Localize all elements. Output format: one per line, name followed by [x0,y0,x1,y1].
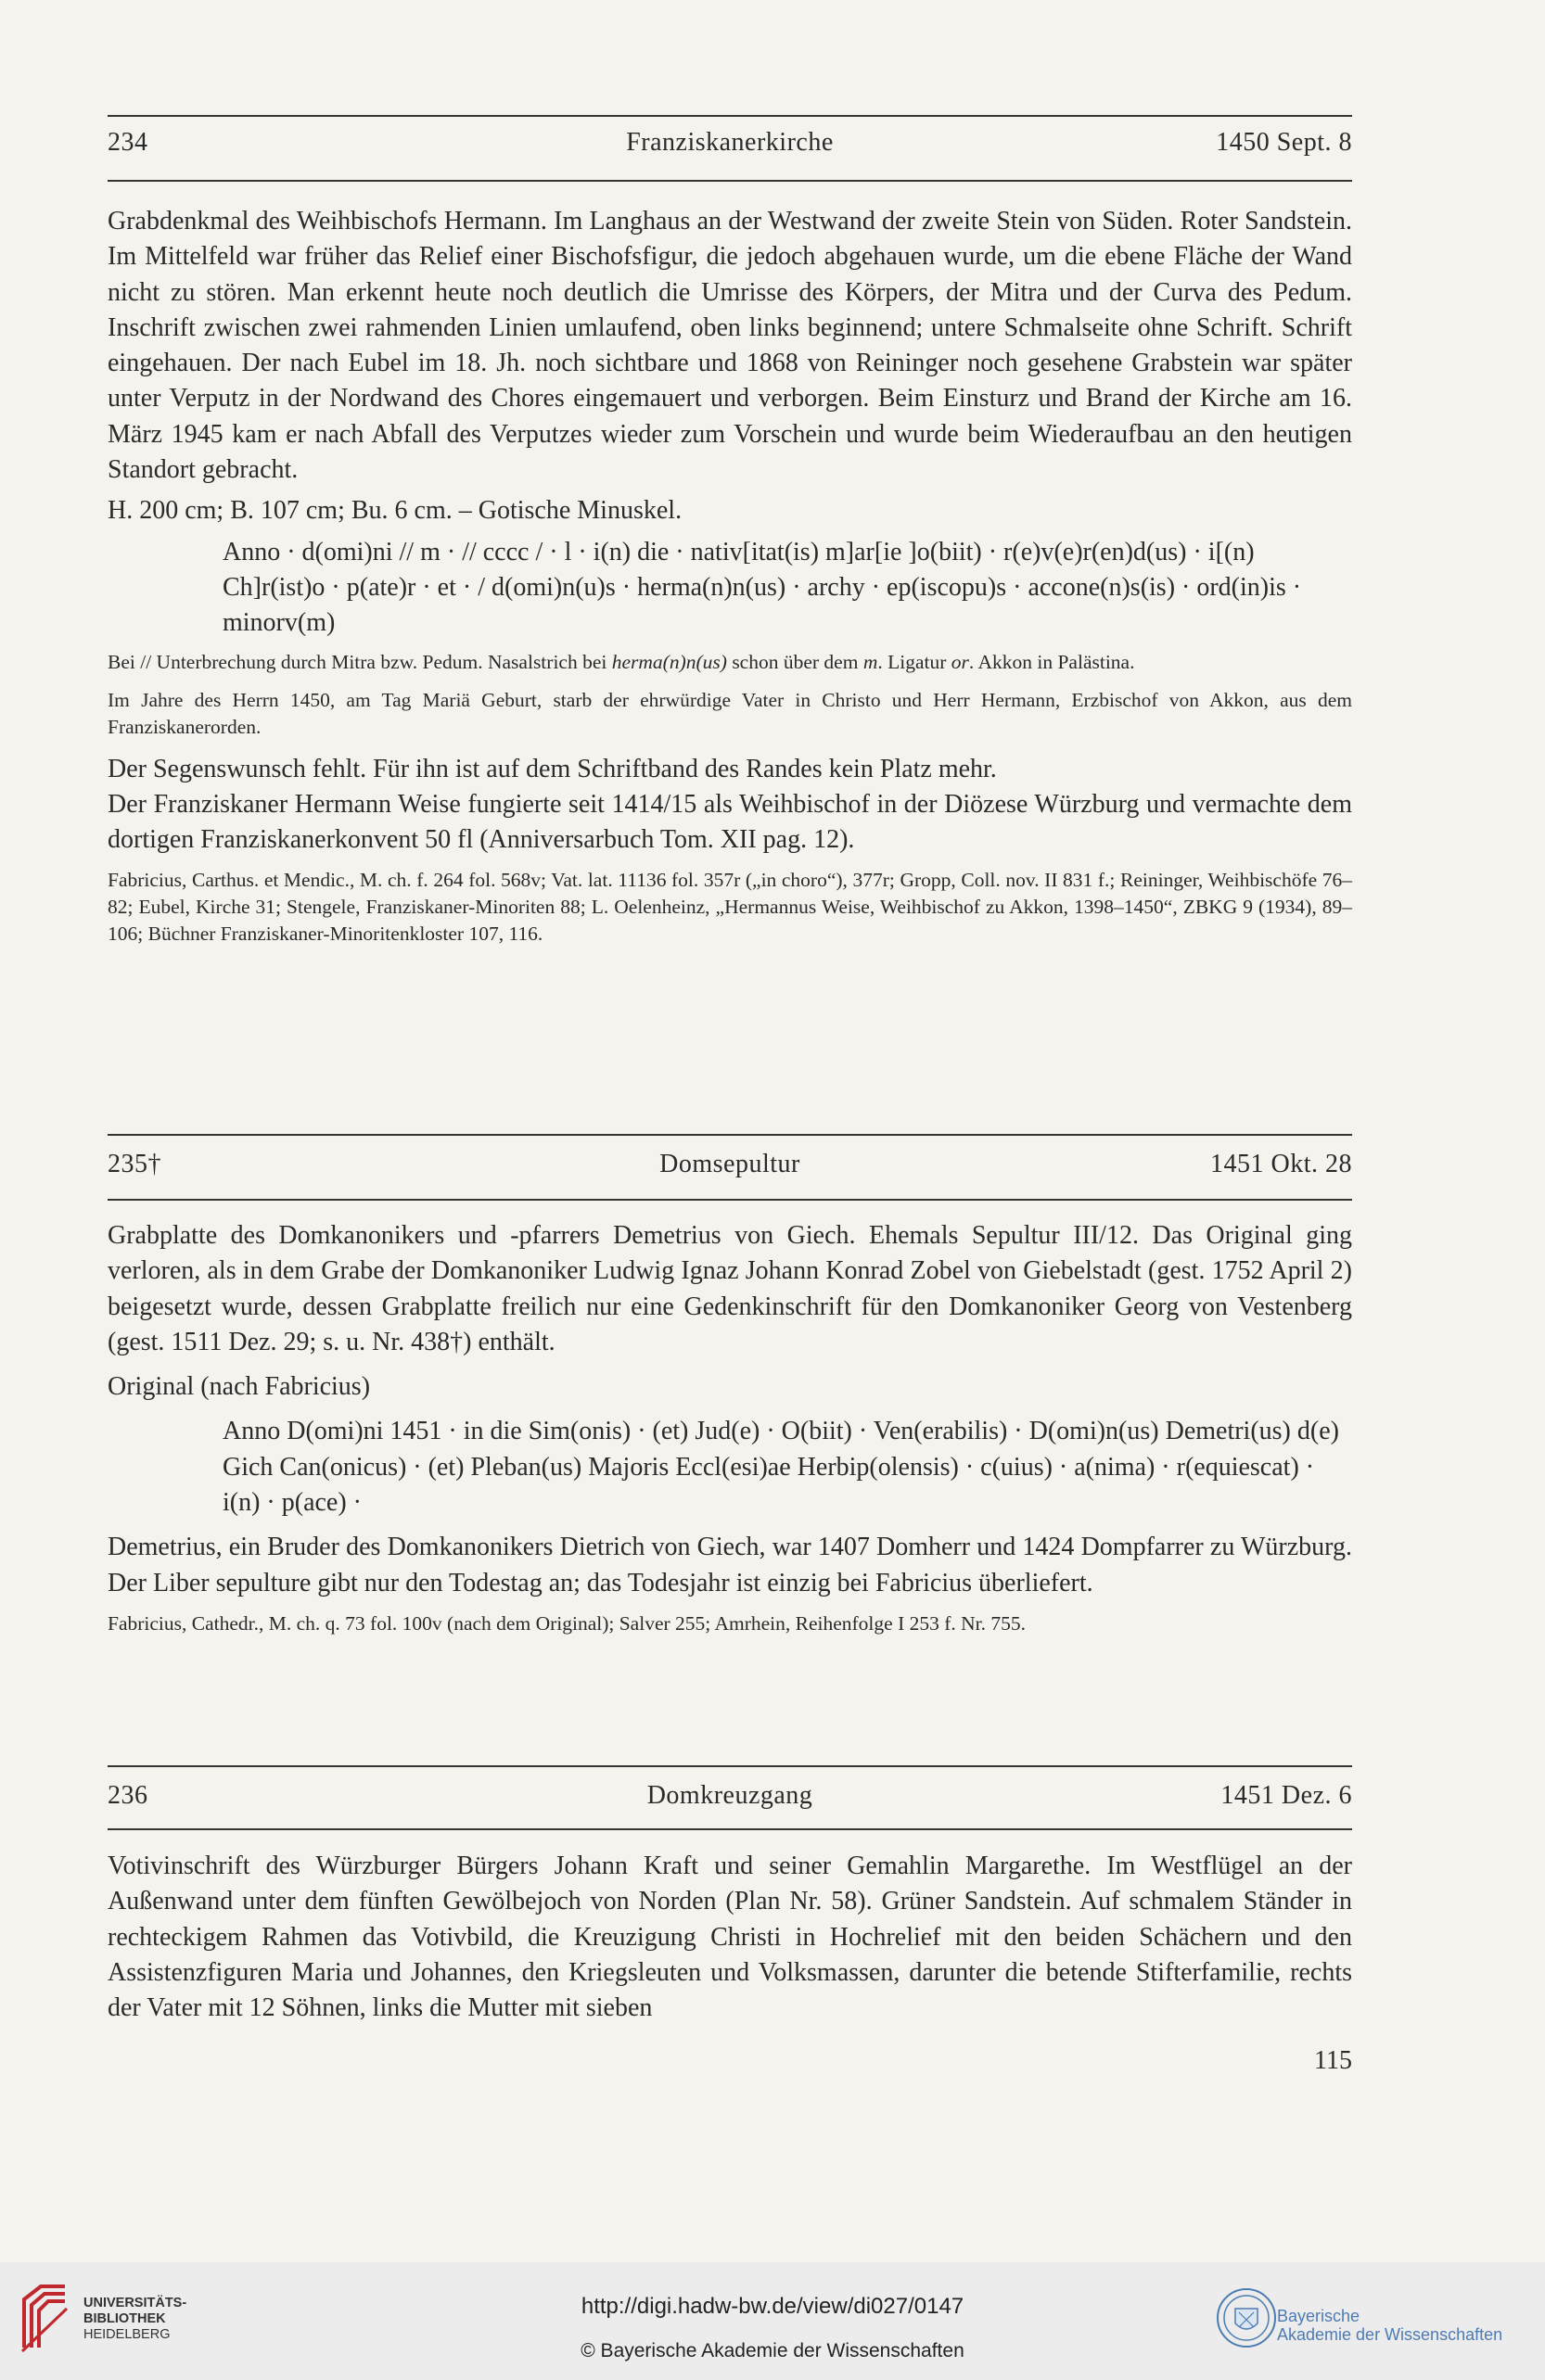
entry-235-references: Fabricius, Cathedr., M. ch. q. 73 fol. 100v (nach dem Original); Salver 255; Amrhein, Reihenfolge I 253 f. Nr. 755. [108,1611,1027,1635]
entry-236-rule-bottom [108,1828,1352,1830]
entry-236 [108,1849,1352,2026]
entry-235-number: 235† [108,1150,161,1178]
entry-236-date: 1451 Dez. 6 [1220,1781,1352,1810]
permalink-url[interactable]: http://digi.hadw-bw.de/view/di027/0147 [581,2294,964,2319]
page-header-date: 1450 Sept. 8 [1216,128,1352,157]
entry-234-references: Fabricius, Carthus. et Mendic., M. ch. f. 264 fol. 568v; Vat. lat. 11136 fol. 357r („in choro“), 377r; Gropp, Coll. nov. II 831 f.; Reininger, Weihbischöfe 76–82; Eubel, Kirche 31; Stengele, Franziskaner-Minoriten 88; L. Oelenheinz, „Hermannus Weise, Weihbischof zu Akkon, 1398–1450“, ZBKG 9 (1934), 89–106; Büchner Franziskaner-Minoritenkloster 107, 116. [108,869,1352,946]
page-header-number: 234 [108,128,148,157]
page-header-title: Franziskanerkirche [626,128,834,157]
entry-234-inscription: Anno · d(omi)ni // m · // cccc / · l · i(n) die · nativ[itat(is) m]ar[ie ]o(biit) · r(e)v(e)r(en)d(us) · i[(n) Ch]r(ist)o · p(ate)r · et · / d(omi)n(u)s · herma(n)n(us) · archy · ep(iscopu)s · accone(n)s(is) · ord(in)is · minorv(m) [223,537,1302,638]
header-rule-bottom [108,180,1352,182]
entry-236-location: Domkreuzgang [646,1781,813,1810]
header-rule-top [108,115,1352,117]
running-header [108,128,1352,165]
entry-234-description: Grabdenkmal des Weihbischofs Hermann. Im Langhaus an der Westwand der zweite Stein von Süden. Roter Sandstein. Im Mittelfeld war früher das Relief einer Bischofsfigur, die jedoch abgehauen wurde, um die ebene Fläche der Wand nicht zu stören. Man erkennt heute noch deutlich die Umrisse des Körpers, der Mitra und der Curva des Pedum. Inschrift zwischen zwei rahmenden Linien umlaufend, oben links beginnend; untere Schmalseite ohne Schrift. Schrift eingehauen. Der nach Eubel im 18. Jh. noch sichtbare und 1868 von Reininger noch gesehene Grabstein war später unter Verputz in der Nordwand des Chores eingemauert und verborgen. Beim Einsturz und Brand der Kirche am 16. März 1945 kam er nach Abfall des Verputzes wieder zum Vorschein und wurde beim Wiederaufbau an den heutigen Standort gebracht. [108,207,1352,485]
entry-236-description: Votivinschrift des Würzburger Bürgers Johann Kraft und seiner Gemahlin Margarethe. Im Westflügel an der Außenwand unter dem fünften Gewölbejoch von Norden (Plan Nr. 58). Grüner Sandstein. Auf schmalem Ständer in rechteckigem Rahmen das Votivbild, die Kreuzigung Christi in Hochrelief mit den beiden Schächern und den Assistenzfiguren Maria und Johannes, den Kriegsleuten und Volksmassen, darunter die betende Stifterfamilie, rechts der Vater mit 12 Söhnen, links die Mutter mit sieben [108,1852,1352,2023]
entry-234-translation: Im Jahre des Herrn 1450, am Tag Mariä Geburt, starb der ehrwürdige Vater in Christo und Herr Hermann, Erzbischof von Akkon, aus dem Franziskanerorden. [108,688,1352,738]
entry-234-note: Bei // Unterbrechung durch Mitra bzw. Pedum. Nasalstrich bei herma(n)n(us) schon über dem m. Ligatur or. Akkon in Palästina. [108,650,1135,673]
badw-seal-icon [1215,2286,1278,2349]
entry-234-dimensions: H. 200 cm; B. 107 cm; Bu. 6 cm. – Gotische Minuskel. [108,496,683,526]
entry-236-header [108,1781,1352,1818]
entry-235-header [108,1150,1352,1187]
entry-235-rule-bottom [108,1199,1352,1201]
entry-235-rule-top [108,1134,1352,1136]
entry-236-number: 236 [108,1781,148,1810]
entry-235 [108,1218,1352,1637]
copyright-notice: © Bayerische Akademie der Wissenschaften [581,2340,964,2361]
entry-234-commentary-2: Der Franziskaner Hermann Weise fungierte seit 1414/15 als Weihbischof in der Diözese Würzburg und vermachte dem dortigen Franziskanerkonvent 50 fl (Anniversarbuch Tom. XII pag. 12). [108,789,1352,855]
entry-235-date: 1451 Okt. 28 [1210,1150,1352,1178]
ub-heidelberg-label: UNIVERSITÄTS- BIBLIOTHEK HEIDELBERG [83,2296,187,2342]
badw-label: Bayerische Akademie der Wissenschaften [1277,2307,1503,2344]
entry-235-location: Domsepultur [659,1150,800,1178]
entry-235-source: Original (nach Fabricius) [108,1372,371,1402]
entry-235-commentary: Demetrius, ein Bruder des Domkanonikers Dietrich von Giech, war 1407 Domherr und 1424 Dompfarrer zu Würzburg. Der Liber sepulture gibt nur den Todestag an; das Todesjahr ist einzig bei Fabricius überliefert. [108,1533,1352,1597]
entry-234-commentary-1: Der Segenswunsch fehlt. Für ihn ist auf dem Schriftband des Randes kein Platz mehr. [108,754,997,783]
page-number: 115 [1314,2046,1352,2075]
entry-235-description: Grabplatte des Domkanonikers und -pfarrers Demetrius von Giech. Ehemals Sepultur III/12. Das Original ging verloren, als in dem Grabe der Domkanoniker Ludwig Ignaz Johann Konrad Zobel von Giebelstadt (gest. 1752 April 2) beigesetzt wurde, dessen Grabplatte freilich nur eine Gedenkinschrift für den Domkanoniker Georg von Vestenberg (gest. 1511 Dez. 29; s. u. Nr. 438†) enthält. [108,1221,1352,1356]
entry-234 [108,204,1352,948]
entry-236-rule-top [108,1765,1352,1767]
entry-235-inscription: Anno D(omi)ni 1451 · in die Sim(onis) · (et) Jud(e) · O(biit) · Ven(erabilis) · D(omi)n(us) Demetri(us) d(e) Gich Can(onicus) · (et) Pleban(us) Majoris Eccl(esi)ae Herbip(olensis) · c(uius) · a(nima) · r(equiescat) · i(n) · p(ace) · [223,1417,1339,1518]
